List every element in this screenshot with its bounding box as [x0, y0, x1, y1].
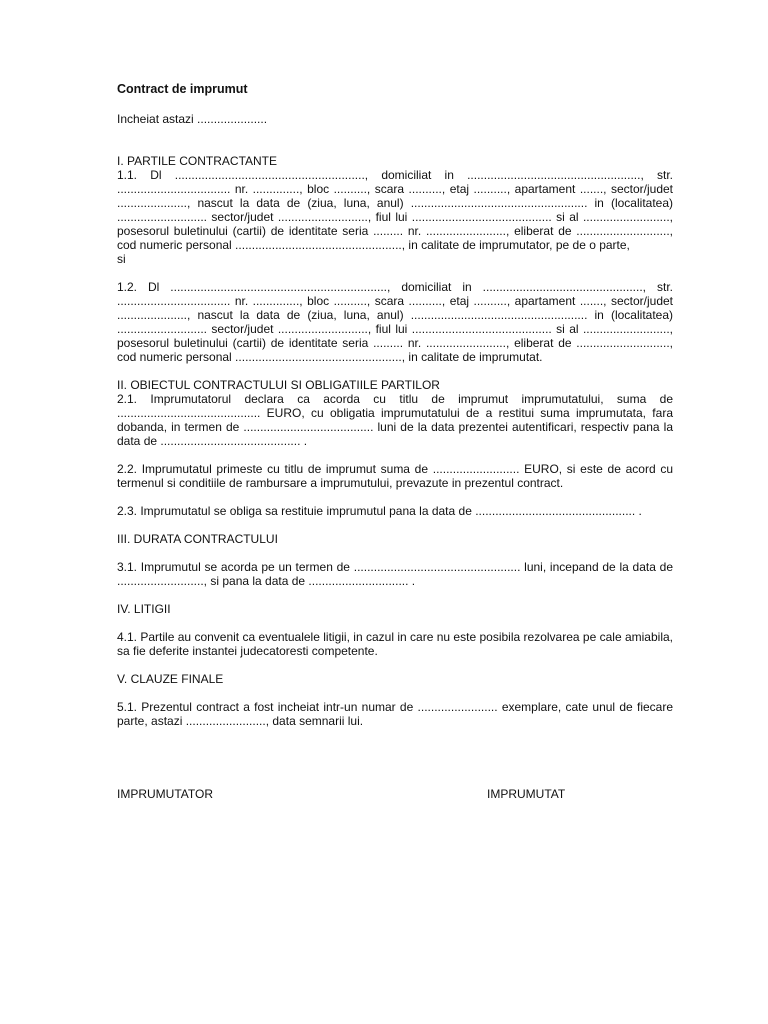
- signature-lender-label: IMPRUMUTATOR: [117, 787, 213, 801]
- clause-3-1: 3.1. Imprumutul se acorda pe un termen de .................................................. luni, incepand de la data de .........................., si pana la data de .............................. .: [117, 560, 673, 588]
- section-heading-final: V. CLAUZE FINALE: [117, 672, 224, 686]
- clause-4-1: 4.1. Partile au convenit ca eventualele litigii, in cazul in care nu este posibila rezolvarea pe cale amiabila, sa fie deferite instantei judecatoresti competente.: [117, 630, 673, 658]
- clause-2-2: 2.2. Imprumutatul primeste cu titlu de imprumut suma de .......................... EURO, si este de acord cu termenul si conditiile de rambursare a imprumutului, prevazute in prezentul contract.: [117, 462, 673, 490]
- section-heading-object: II. OBIECTUL CONTRACTULUI SI OBLIGATIILE PARTILOR: [117, 378, 440, 392]
- clause-1-2: 1.2. Dl ................................................................., domiciliat in ................................................, str. .................................. nr. .............., bloc .........., scara .........., etaj .........., apartament ......., sector/judet ....................., nascut la data de (ziua, luna, anul) ..................................................... in (localitatea) ........................... sector/judet ..........................., fiul lui .......................................... si al .........................., posesorul buletinului (cartii) de identitate seria ......... nr. ........................, eliberat de ............................, cod numeric personal .................................................., in calitate de imprumutat.: [117, 280, 673, 364]
- document-title: Contract de imprumut: [117, 82, 248, 96]
- section-heading-duration: III. DURATA CONTRACTULUI: [117, 532, 278, 546]
- signature-row: [117, 787, 673, 803]
- signature-borrower-label: IMPRUMUTAT: [487, 787, 566, 801]
- clause-1-1: 1.1. Dl ........................................................., domiciliat in ...................................................., str. .................................. nr. .............., bloc .........., scara .........., etaj .........., apartament ......., sector/judet ....................., nascut la data de (ziua, luna, anul) ..................................................... in (localitatea) ........................... sector/judet ..........................., fiul lui .......................................... si al .........................., posesorul buletinului (cartii) de identitate seria ......... nr. ........................, eliberat de ............................, cod numeric personal .................................................., in calitate de imprumutator, pe de o parte,: [117, 168, 673, 252]
- clause-2-1: 2.1. Imprumutatorul declara ca acorda cu titlu de imprumut imprumutatului, suma de ........................................... EURO, cu obligatia imprumutatului de a restitui suma imprumutata, fara dobanda, in termen de ....................................... luni de la data prezentei autentificari, respectiv pana la data de .......................................... .: [117, 392, 673, 448]
- intro-line: Incheiat astazi .....................: [117, 112, 268, 126]
- document-body: [117, 82, 673, 728]
- conjunction-si: si: [117, 252, 126, 266]
- section-heading-parties: I. PARTILE CONTRACTANTE: [117, 154, 278, 168]
- clause-2-3: 2.3. Imprumutatul se obliga sa restituie imprumutul pana la data de ................................................ .: [117, 504, 642, 518]
- clause-5-1: 5.1. Prezentul contract a fost incheiat intr-un numar de ........................ exemplare, cate unul de fiecare parte, astazi ........................, data semnarii lui.: [117, 700, 673, 728]
- section-heading-disputes: IV. LITIGII: [117, 602, 171, 616]
